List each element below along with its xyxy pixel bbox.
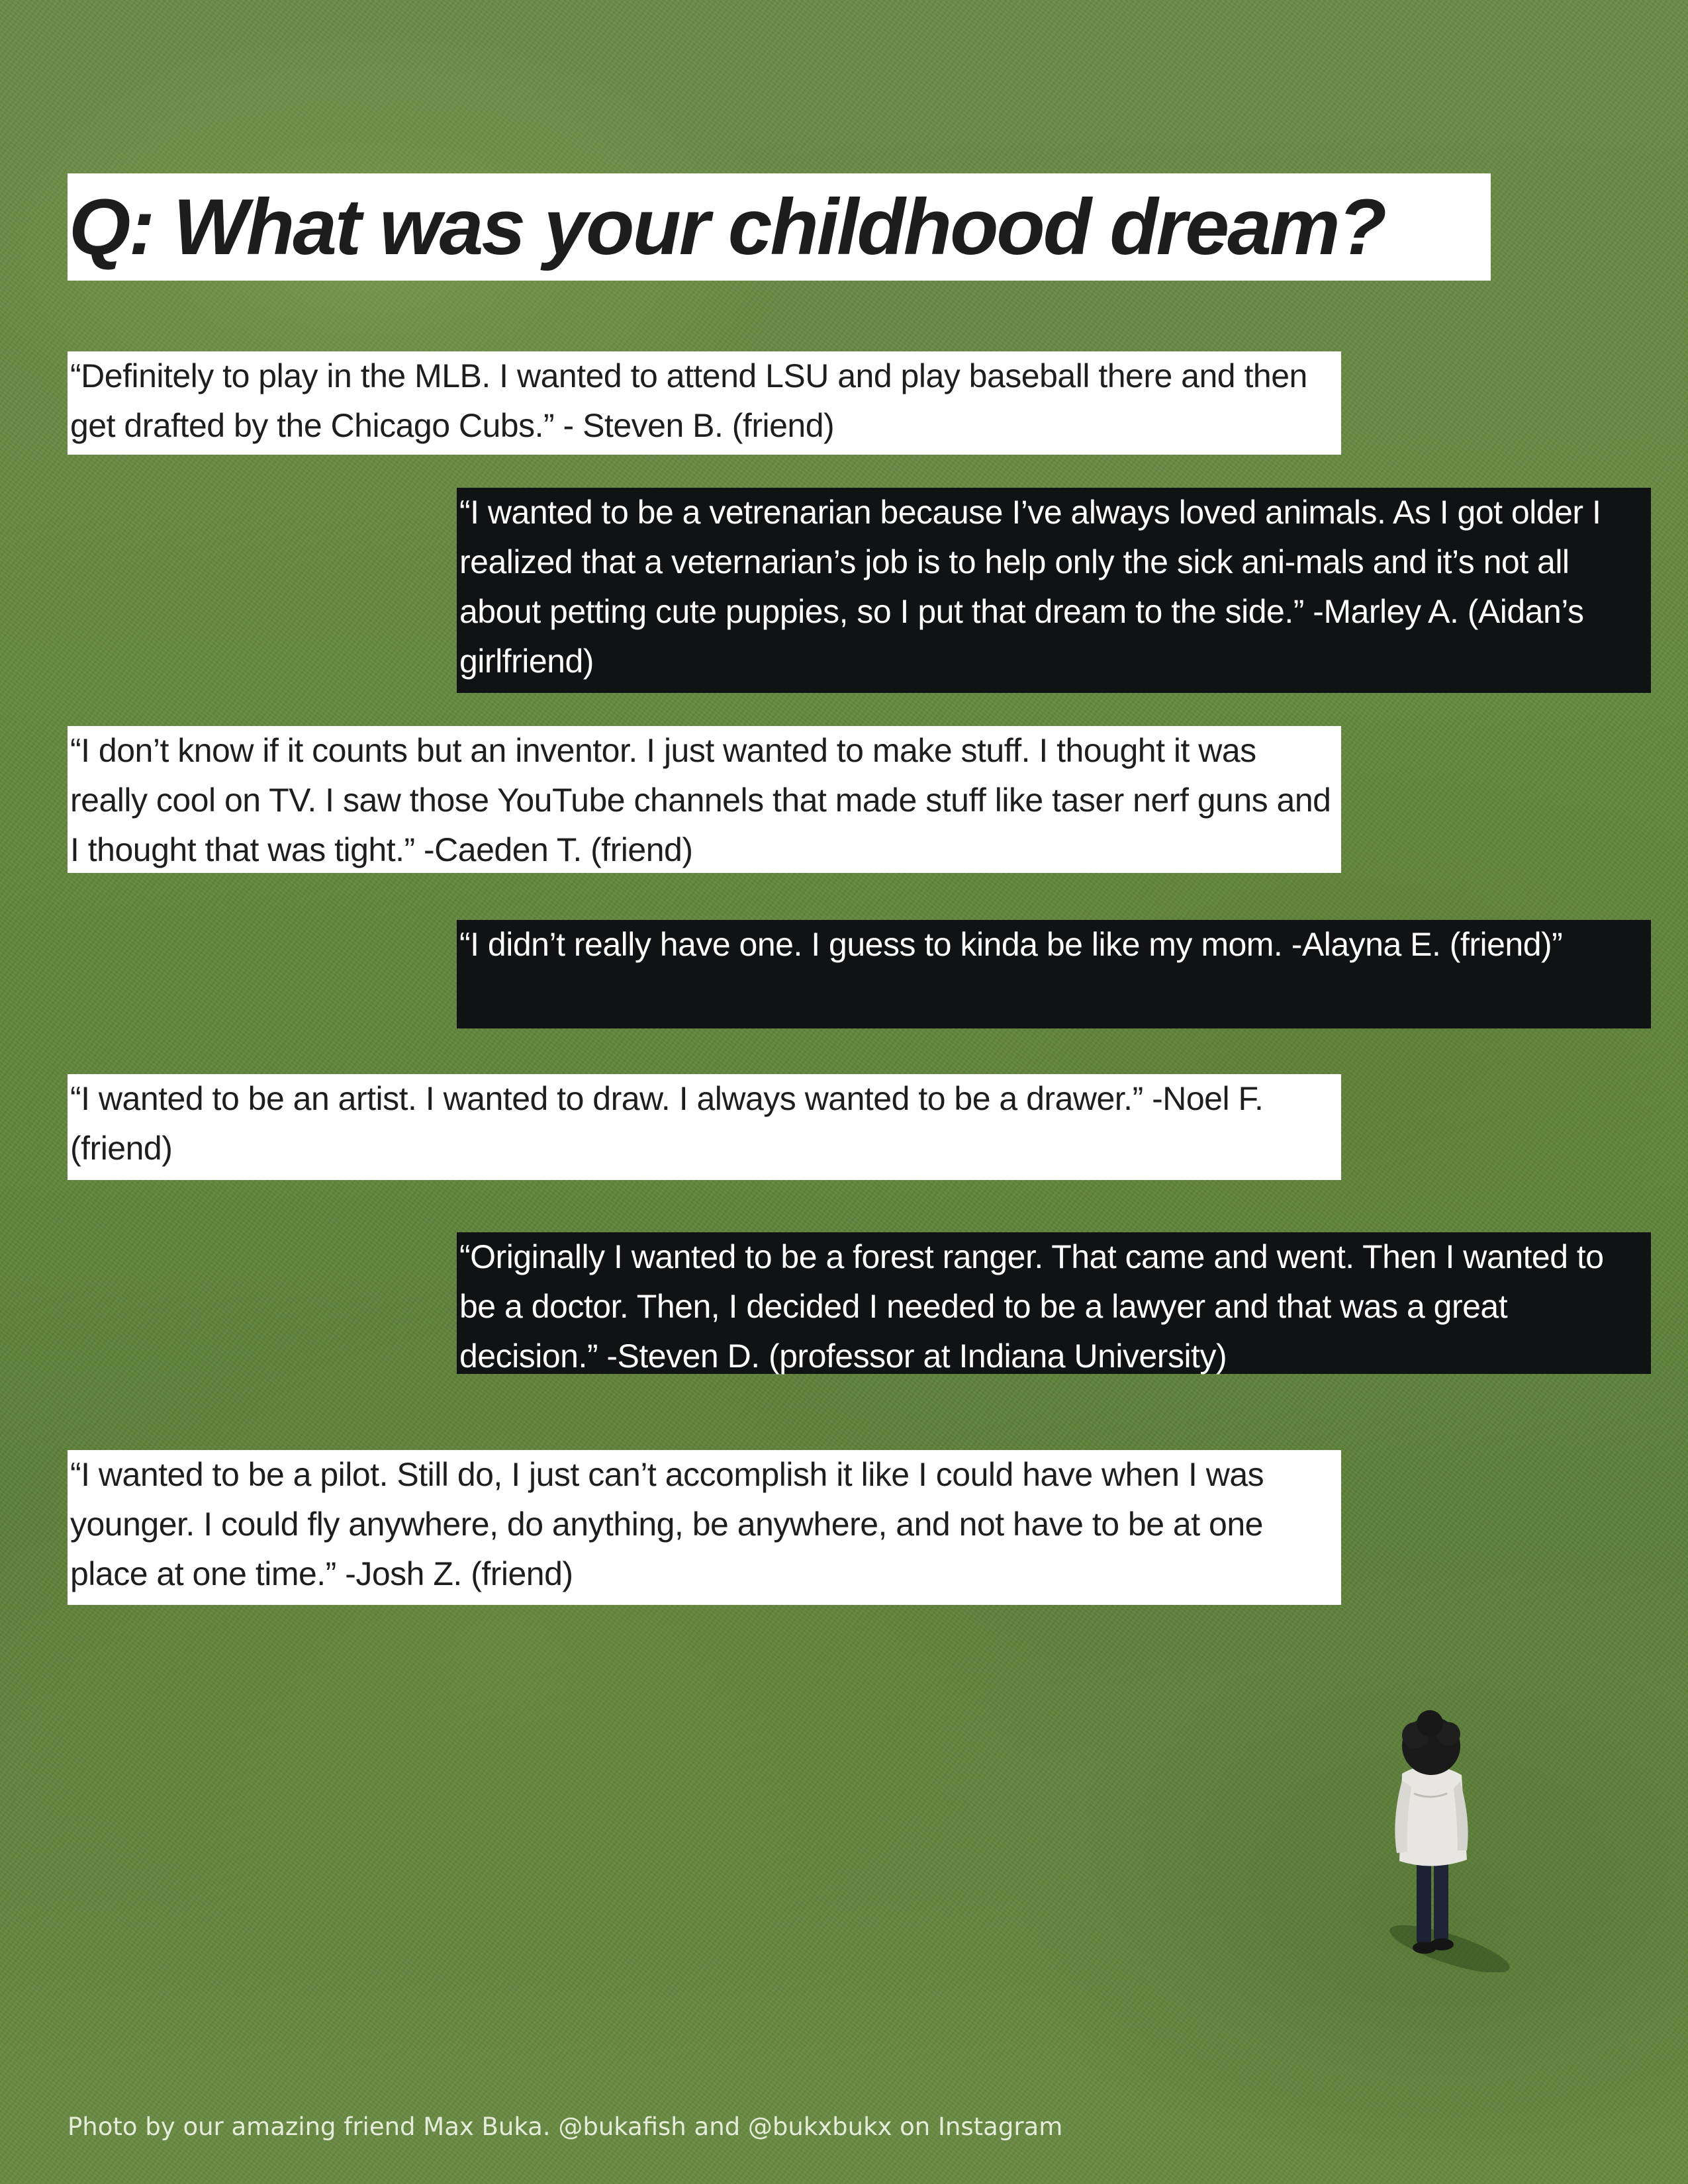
- quote-alayna-e: “I didn’t really have one. I guess to kinda be like my mom. -Alayna E. (friend)”: [457, 920, 1651, 1028]
- page-title: Q: What was your childhood dream?: [69, 183, 1385, 271]
- quote-josh-z: “I wanted to be a pilot. Still do, I just can’t accomplish it like I could have when I was younger. I could fly anywhere, do anything, be anywhere, and not have to be at one place at one time.” -Josh Z. (friend): [68, 1450, 1341, 1605]
- child-figure-photo: [1350, 1694, 1523, 1972]
- quote-steven-b: “Definitely to play in the MLB. I wanted to attend LSU and play baseball there and then get drafted by the Chicago Cubs.” - Steven B. (friend): [68, 351, 1341, 455]
- quote-steven-d: “Originally I wanted to be a forest ranger. That came and went. Then I wanted to be a doctor. Then, I decided I needed to be a lawyer and that was a great decision.” -Steven D. (professor at Indiana University): [457, 1232, 1651, 1374]
- title-box: [68, 173, 1491, 281]
- quote-noel-f: “I wanted to be an artist. I wanted to draw. I always wanted to be a drawer.” -Noel F. (friend): [68, 1074, 1341, 1180]
- quote-caeden-t: “I don’t know if it counts but an inventor. I just wanted to make stuff. I thought it was really cool on TV. I saw those YouTube channels that made stuff like taser nerf guns and I thought that was tight.” -Caeden T. (friend): [68, 726, 1341, 873]
- quote-marley-a: “I wanted to be a vetrenarian because I’ve always loved animals. As I got older I realized that a veternarian’s job is to help only the sick ani-mals and it’s not all about petting cute puppies, so I put that dream to the side.” -Marley A. (Aidan’s girlfriend): [457, 488, 1651, 693]
- photo-credit: Photo by our amazing friend Max Buka. @bukafish and @bukxbukx on Instagram: [68, 2113, 1063, 2141]
